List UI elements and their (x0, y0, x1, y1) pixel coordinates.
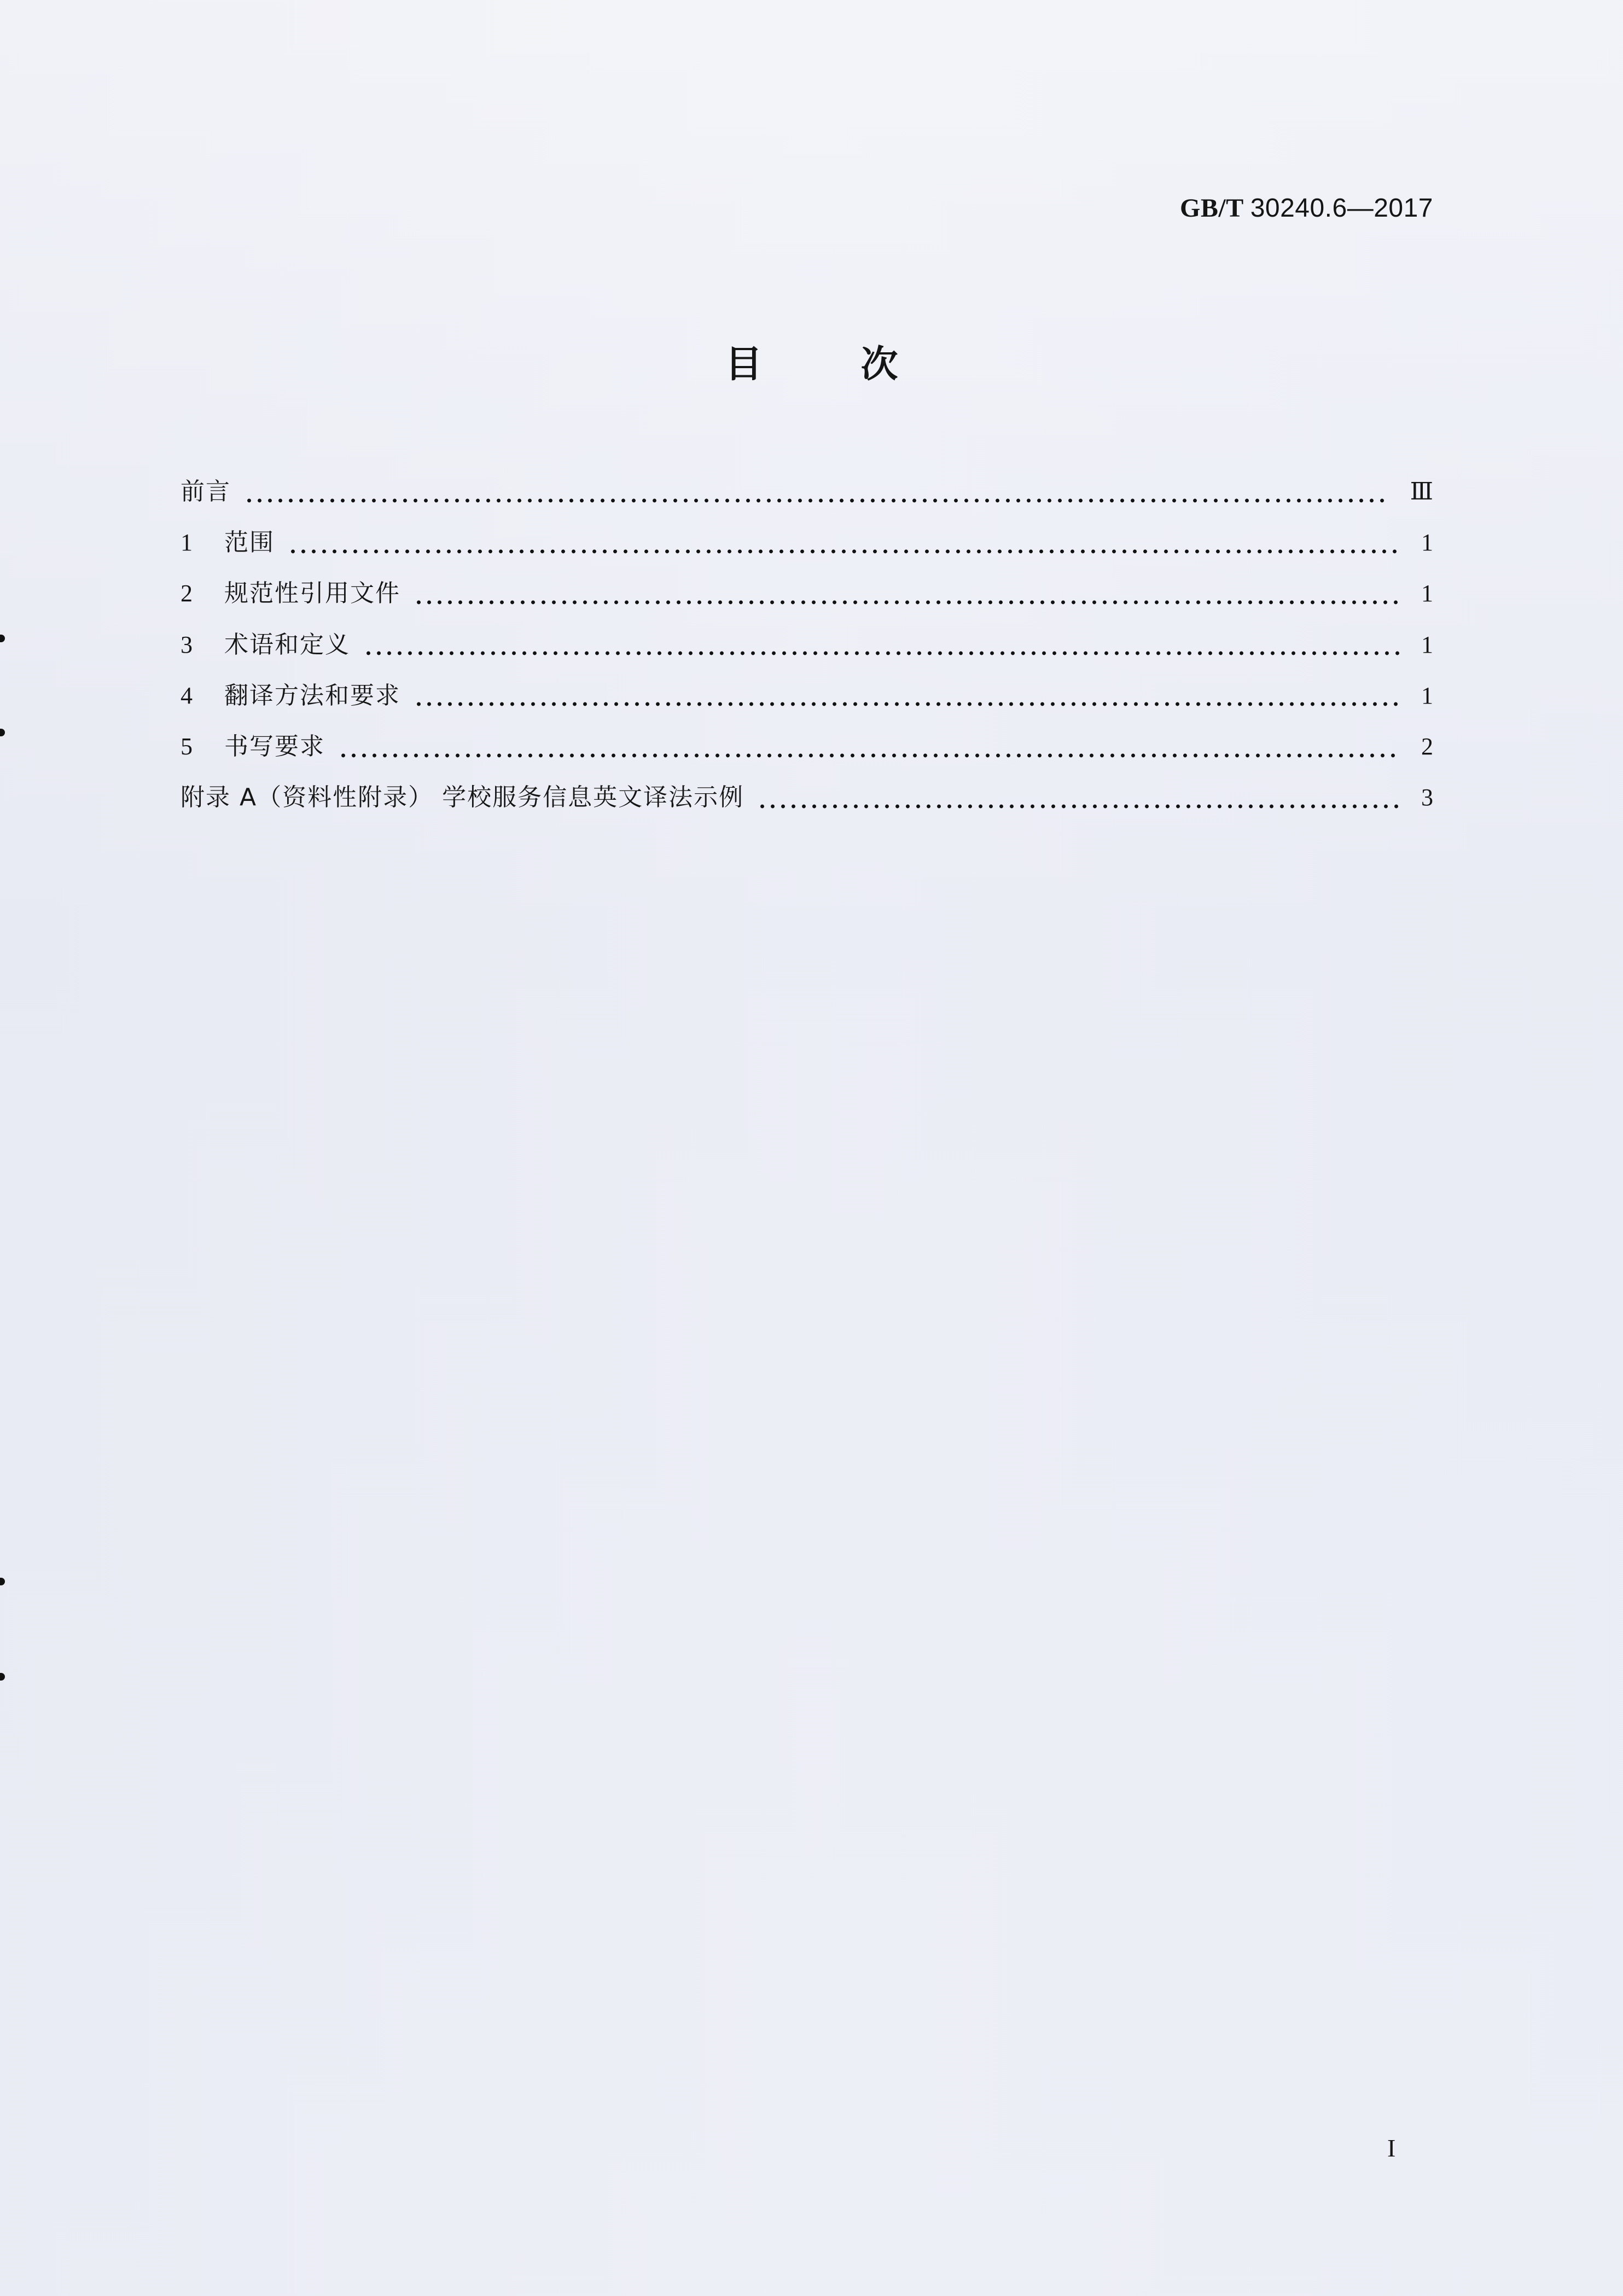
binding-hole-mark (0, 1673, 5, 1681)
toc-entry-page: 1 (1421, 529, 1433, 556)
page-number: I (1387, 2134, 1396, 2162)
table-of-contents (181, 472, 1433, 828)
toc-entry-label: 规范性引用文件 (224, 579, 400, 608)
toc-entry-writing-requirements[interactable] (181, 726, 1433, 777)
toc-entry-number: 2 (181, 580, 193, 607)
dot-leader (414, 701, 1399, 707)
toc-entry-label: 书写要求 (224, 732, 325, 760)
dot-leader (363, 650, 1399, 656)
dot-leader (757, 804, 1399, 809)
title-char-2: 次 (860, 343, 898, 386)
dot-leader (338, 753, 1399, 758)
toc-entry-number: 3 (181, 631, 193, 658)
toc-entry-number: 5 (181, 733, 193, 760)
toc-entry-page: 1 (1421, 580, 1433, 607)
dot-leader (244, 498, 1391, 503)
standard-number: 30240.6—2017 (1250, 194, 1433, 223)
standard-prefix: GB/T (1180, 194, 1244, 223)
toc-entry-page: Ⅲ (1410, 478, 1433, 505)
toc-entry-normative-references[interactable] (181, 573, 1433, 624)
toc-entry-label: 术语和定义 (224, 630, 350, 659)
binding-hole-mark (0, 635, 5, 642)
toc-entry-page: 3 (1421, 784, 1433, 811)
toc-entry-label: 翻译方法和要求 (224, 681, 400, 710)
toc-entry-scope[interactable] (181, 522, 1433, 573)
dot-leader (288, 549, 1399, 554)
toc-entry-number: 4 (181, 682, 193, 709)
toc-entry-number: 1 (181, 529, 193, 556)
page-title (0, 335, 1623, 388)
toc-entry-label: 前言 (181, 478, 231, 505)
standard-code (1180, 193, 1433, 223)
toc-entry-page: 2 (1421, 733, 1433, 760)
toc-entry-annex-a[interactable] (181, 777, 1433, 828)
toc-entry-page: 1 (1421, 682, 1433, 709)
toc-entry-terms-definitions[interactable] (181, 625, 1433, 676)
toc-entry-page: 1 (1421, 631, 1433, 658)
dot-leader (414, 600, 1399, 605)
binding-hole-mark (0, 1578, 5, 1585)
toc-entry-label: 附录 A（资料性附录） 学校服务信息英文译法示例 (181, 783, 744, 812)
binding-hole-mark (0, 729, 5, 736)
toc-entry-translation-methods[interactable] (181, 676, 1433, 726)
toc-entry-label: 范围 (224, 528, 275, 557)
title-char-1: 目 (725, 343, 763, 386)
toc-entry-foreword[interactable] (181, 472, 1433, 522)
